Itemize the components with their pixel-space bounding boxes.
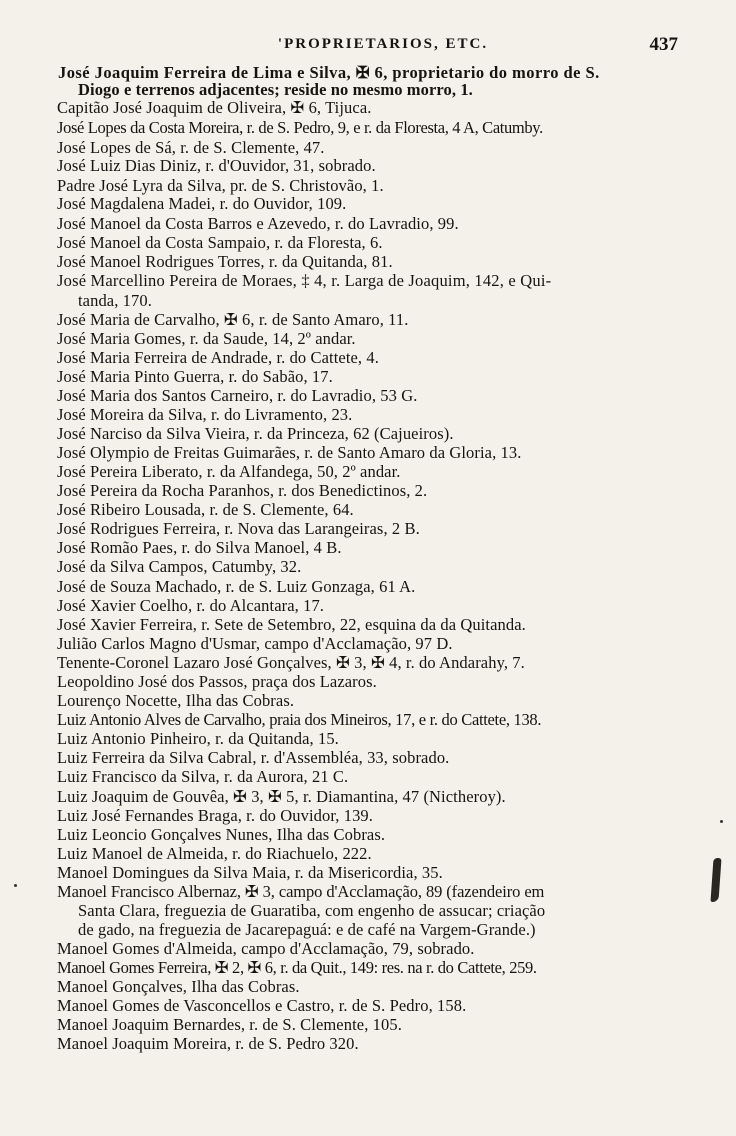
ink-speck — [14, 884, 17, 887]
entry-line: José Maria dos Santos Carneiro, r. do Lavradio, 53 G. — [57, 386, 418, 405]
entry-line: Luiz José Fernandes Braga, r. do Ouvidor, 139. — [57, 806, 374, 825]
entry-line: Padre José Lyra da Silva, pr. de S. Christovão, 1. — [57, 176, 384, 195]
entry-line: Manoel Gomes Ferreira, ✠ 2, ✠ 6, r. da Quit., 149: res. na r. do Cattete, 259. — [57, 958, 537, 977]
entry-line: José Joaquim Ferreira de Lima e Silva, ✠ 6, proprietario do morro de S. — [58, 63, 600, 82]
entry-line: José Manoel Rodrigues Torres, r. da Quitanda, 81. — [57, 252, 393, 271]
entry-line: Capitão José Joaquim de Oliveira, ✠ 6, Tijuca. — [57, 98, 372, 117]
entry-line: Luiz Leoncio Gonçalves Nunes, Ilha das Cobras. — [57, 825, 386, 844]
running-title: 'PROPRIETARIOS, ETC. — [277, 36, 489, 52]
entry-line: Tenente-Coronel Lazaro José Gonçalves, ✠ 3, ✠ 4, r. do Andarahy, 7. — [57, 653, 525, 672]
entry-line: José Pereira da Rocha Paranhos, r. dos Benedictinos, 2. — [57, 481, 428, 500]
entry-line: Luiz Manoel de Almeida, r. do Riachuelo, 222. — [57, 844, 372, 863]
entry-line: Luiz Joaquim de Gouvêa, ✠ 3, ✠ 5, r. Diamantina, 47 (Nictheroy). — [57, 787, 506, 806]
entry-line: José Romão Paes, r. do Silva Manoel, 4 B. — [57, 538, 342, 557]
page-number: 437 — [649, 34, 678, 55]
ink-speck — [720, 820, 723, 823]
entry-line: José Marcellino Pereira de Moraes, ‡ 4, r. Larga de Joaquim, 142, e Qui- — [57, 271, 552, 290]
entry-line: Luiz Antonio Alves de Carvalho, praia dos Mineiros, 17, e r. do Cattete, 138. — [57, 710, 542, 729]
entry-line: José da Silva Campos, Catumby, 32. — [57, 557, 302, 576]
entry-line: José Luiz Dias Diniz, r. d'Ouvidor, 31, sobrado. — [57, 156, 376, 175]
entry-line: José de Souza Machado, r. de S. Luiz Gonzaga, 61 A. — [57, 577, 416, 596]
entry-line: José Pereira Liberato, r. da Alfandega, 50, 2º andar. — [57, 462, 401, 481]
entry-line: José Narciso da Silva Vieira, r. da Princeza, 62 (Cajueiros). — [57, 424, 454, 443]
entry-line: Lourenço Nocette, Ilha das Cobras. — [57, 691, 295, 710]
entry-line: Luiz Ferreira da Silva Cabral, r. d'Assembléa, 33, sobrado. — [57, 748, 450, 767]
entry-line: José Maria Gomes, r. da Saude, 14, 2º andar. — [57, 329, 356, 348]
entry-line: Luiz Antonio Pinheiro, r. da Quitanda, 15. — [57, 729, 339, 748]
entry-line: José Rodrigues Ferreira, r. Nova das Larangeiras, 2 B. — [57, 519, 420, 538]
entry-line: José Manoel da Costa Barros e Azevedo, r. do Lavradio, 99. — [57, 214, 459, 233]
entry-line: José Manoel da Costa Sampaio, r. da Floresta, 6. — [57, 233, 383, 252]
entry-line: José Moreira da Silva, r. do Livramento, 23. — [57, 405, 353, 424]
entry-line: Manoel Gomes de Vasconcellos e Castro, r. de S. Pedro, 158. — [57, 996, 467, 1015]
entry-line: Julião Carlos Magno d'Usmar, campo d'Acclamação, 97 D. — [57, 634, 453, 653]
entry-line: Leopoldino José dos Passos, praça dos Lazaros. — [57, 672, 377, 691]
entry-line: José Ribeiro Lousada, r. de S. Clemente, 64. — [57, 500, 354, 519]
entry-line: José Maria Pinto Guerra, r. do Sabão, 17. — [57, 367, 333, 386]
entry-line: Luiz Francisco da Silva, r. da Aurora, 21 C. — [57, 767, 349, 786]
entry-line: José Magdalena Madei, r. do Ouvidor, 109. — [57, 194, 347, 213]
entry-line: José Xavier Coelho, r. do Alcantara, 17. — [57, 596, 325, 615]
entry-line: José Maria de Carvalho, ✠ 6, r. de Santo Amaro, 11. — [57, 310, 409, 329]
entry-line: Diogo e terrenos adjacentes; reside no mesmo morro, 1. — [78, 80, 473, 99]
entry-line: José Lopes de Sá, r. de S. Clemente, 47. — [57, 138, 325, 157]
entry-line: José Olympio de Freitas Guimarães, r. de Santo Amaro da Gloria, 13. — [57, 443, 522, 462]
entry-line: José Maria Ferreira de Andrade, r. do Cattete, 4. — [57, 348, 379, 367]
entry-line: Santa Clara, freguezia de Guaratiba, com engenho de assucar; criação — [78, 901, 546, 920]
entry-line: José Xavier Ferreira, r. Sete de Setembro, 22, esquina da da Quitanda. — [57, 615, 526, 634]
entry-line: Manoel Francisco Albernaz, ✠ 3, campo d'Acclamação, 89 (fazendeiro em — [57, 882, 545, 901]
entry-line: de gado, na freguezia de Jacarepaguá: e de café na Vargem-Grande.) — [78, 920, 536, 939]
entry-line: Manoel Domingues da Silva Maia, r. da Misericordia, 35. — [57, 863, 443, 882]
entry-line: José Lopes da Costa Moreira, r. de S. Pedro, 9, e r. da Floresta, 4 A, Catumby. — [57, 118, 543, 137]
entry-line: Manoel Gomes d'Almeida, campo d'Acclamação, 79, sobrado. — [57, 939, 475, 958]
entry-line: Manoel Gonçalves, Ilha das Cobras. — [57, 977, 300, 996]
entry-line: Manoel Joaquim Bernardes, r. de S. Clemente, 105. — [57, 1015, 402, 1034]
entry-line: Manoel Joaquim Moreira, r. de S. Pedro 320. — [57, 1034, 359, 1053]
entry-line: tanda, 170. — [78, 291, 152, 310]
